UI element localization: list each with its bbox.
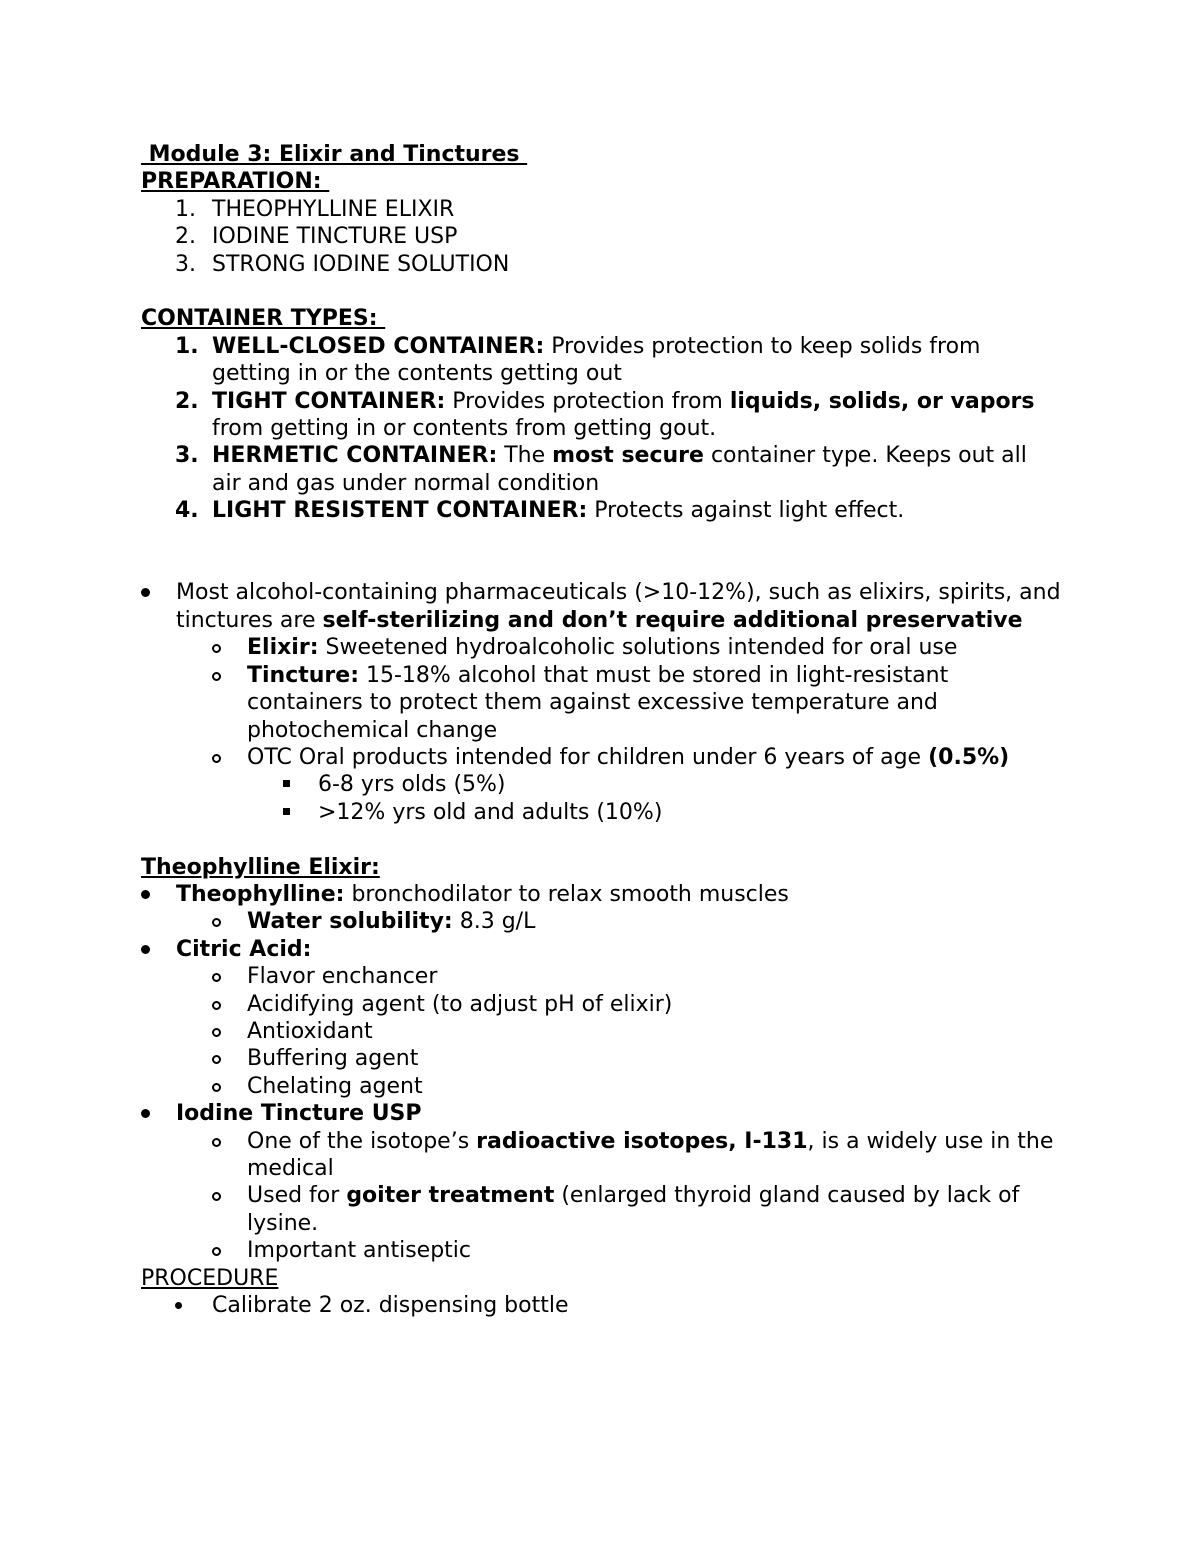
container-description: container type. Keeps out all air and gas under normal condition [212,443,1027,496]
preparation-item [141,196,1061,223]
container-description: Protects against light effect. [587,498,905,524]
tincture-definition [141,662,1061,744]
definition-label: Elixir: [247,635,319,661]
item-text: Buffering agent [247,1046,419,1072]
item-text: THEOPHYLLINE ELIXIR [212,196,455,222]
document-body [141,141,1061,1319]
preparation-heading: PREPARATION: [141,169,330,195]
procedure-step [141,1292,1061,1319]
item-text: bronchodilator to relax smooth muscles [344,881,789,907]
iodine-fact [141,1128,1061,1183]
container-item [141,442,1061,497]
age-item-text: 6-8 yrs olds (5%) [318,772,506,798]
alcohol-note [141,579,1061,634]
theophylline-heading: Theophylline Elixir: [141,854,380,880]
theophylline-item [141,881,1061,908]
circle-bullet-icon [212,1083,221,1092]
container-description: Provides protection to keep solids from getting in or the contents getting out [212,333,981,387]
container-item [141,333,1061,388]
container-emphasis: liquids, solids, or vapors [729,388,1035,414]
preparation-item [141,223,1061,250]
item-text: Acidifying agent (to adjust pH of elixir) [247,991,673,1017]
container-item [141,388,1061,443]
otc-emphasis: (0.5%) [928,744,1010,770]
document-title: Module 3: Elixir and Tinctures [141,142,528,167]
water-solubility-item [141,908,1061,935]
spacer [141,278,1061,305]
otc-note [141,744,1061,771]
spacer [141,525,1061,580]
square-bullet-icon [283,780,290,787]
alcohol-note-emphasis: self-sterilizing and don’t require additional preservative [322,607,1023,633]
citric-acid-item [141,936,1061,963]
item-emphasis: goiter treatment [346,1183,555,1209]
circle-bullet-icon [212,1001,221,1010]
spacer [141,826,1061,853]
container-label: LIGHT RESISTENT CONTAINER: [212,498,588,524]
item-text: STRONG IODINE SOLUTION [212,251,510,277]
item-text: One of the isotope’s [247,1128,477,1154]
circle-bullet-icon [212,1138,221,1147]
elixir-definition [141,634,1061,661]
container-description: Provides protection from [445,388,730,414]
item-emphasis: radioactive isotopes, I-131 [476,1128,808,1154]
age-item-text: >12% yrs old and adults (10%) [318,799,663,825]
item-label: Water solubility: [247,909,453,935]
iodine-tincture-item [141,1100,1061,1127]
item-number: 2. [175,388,199,414]
citric-acid-use [141,1018,1061,1045]
definition-label: Tincture: [247,662,359,688]
item-text: Used for [247,1183,347,1209]
item-text: Chelating agent [247,1073,423,1099]
item-text: Antioxidant [247,1018,373,1044]
item-number: 4. [175,498,199,524]
bullet-icon [141,890,150,899]
circle-bullet-icon [212,1055,221,1064]
citric-acid-use [141,991,1061,1018]
item-number: 1. [175,196,196,222]
iodine-fact [141,1182,1061,1237]
circle-bullet-icon [212,918,221,927]
circle-bullet-icon [212,644,221,653]
circle-bullet-icon [212,973,221,982]
item-label: Iodine Tincture USP [176,1101,422,1127]
age-item [141,799,1061,826]
otc-text: OTC Oral products intended for children under 6 years of age [247,744,929,770]
bullet-icon [141,945,150,954]
bullet-icon [141,588,150,597]
item-number: 3. [175,251,196,277]
item-text: , is a widely use in the medical [247,1128,1054,1181]
item-text: Important antiseptic [247,1238,472,1264]
container-item [141,497,1061,524]
circle-bullet-icon [212,754,221,763]
item-text: Flavor enchancer [247,964,438,990]
age-item [141,771,1061,798]
circle-bullet-icon [212,672,221,681]
container-label: HERMETIC CONTAINER: [212,443,498,469]
item-text: IODINE TINCTURE USP [212,224,458,250]
item-number: 2. [175,224,196,250]
procedure-heading: PROCEDURE [141,1265,279,1291]
container-emphasis: most secure [552,443,704,469]
container-types-heading: CONTAINER TYPES: [141,306,386,332]
container-description: from getting in or contents from getting gout. [212,416,717,442]
item-label: Theophylline: [176,881,345,907]
container-description: The [497,443,553,469]
circle-bullet-icon [212,1247,221,1256]
square-bullet-icon [283,808,290,815]
circle-bullet-icon [212,1028,221,1037]
container-label: WELL-CLOSED CONTAINER: [212,333,545,359]
iodine-fact [141,1237,1061,1264]
circle-bullet-icon [212,1192,221,1201]
bullet-icon [141,1109,150,1118]
preparation-item [141,251,1061,278]
definition-text: Sweetened hydroalcoholic solutions intended for oral use [318,635,958,661]
item-text: (enlarged thyroid gland caused by lack of lysine. [247,1183,1020,1236]
item-number: 1. [175,333,199,359]
alcohol-note-text: Most alcohol-containing pharmaceuticals (>10-12%), such as elixirs, spirits, and tinctures are [176,580,1061,633]
bullet-icon [175,1302,182,1309]
container-label: TIGHT CONTAINER: [212,388,446,414]
citric-acid-use [141,1045,1061,1072]
citric-acid-use [141,963,1061,990]
item-text: 8.3 g/L [452,909,536,935]
citric-acid-use [141,1073,1061,1100]
item-label: Citric Acid: [176,936,312,962]
procedure-step-text: Calibrate 2 oz. dispensing bottle [212,1293,569,1319]
definition-text: 15-18% alcohol that must be stored in light-resistant containers to protect them against excessive temperature and photochemical change [247,662,949,743]
item-number: 3. [175,443,199,469]
